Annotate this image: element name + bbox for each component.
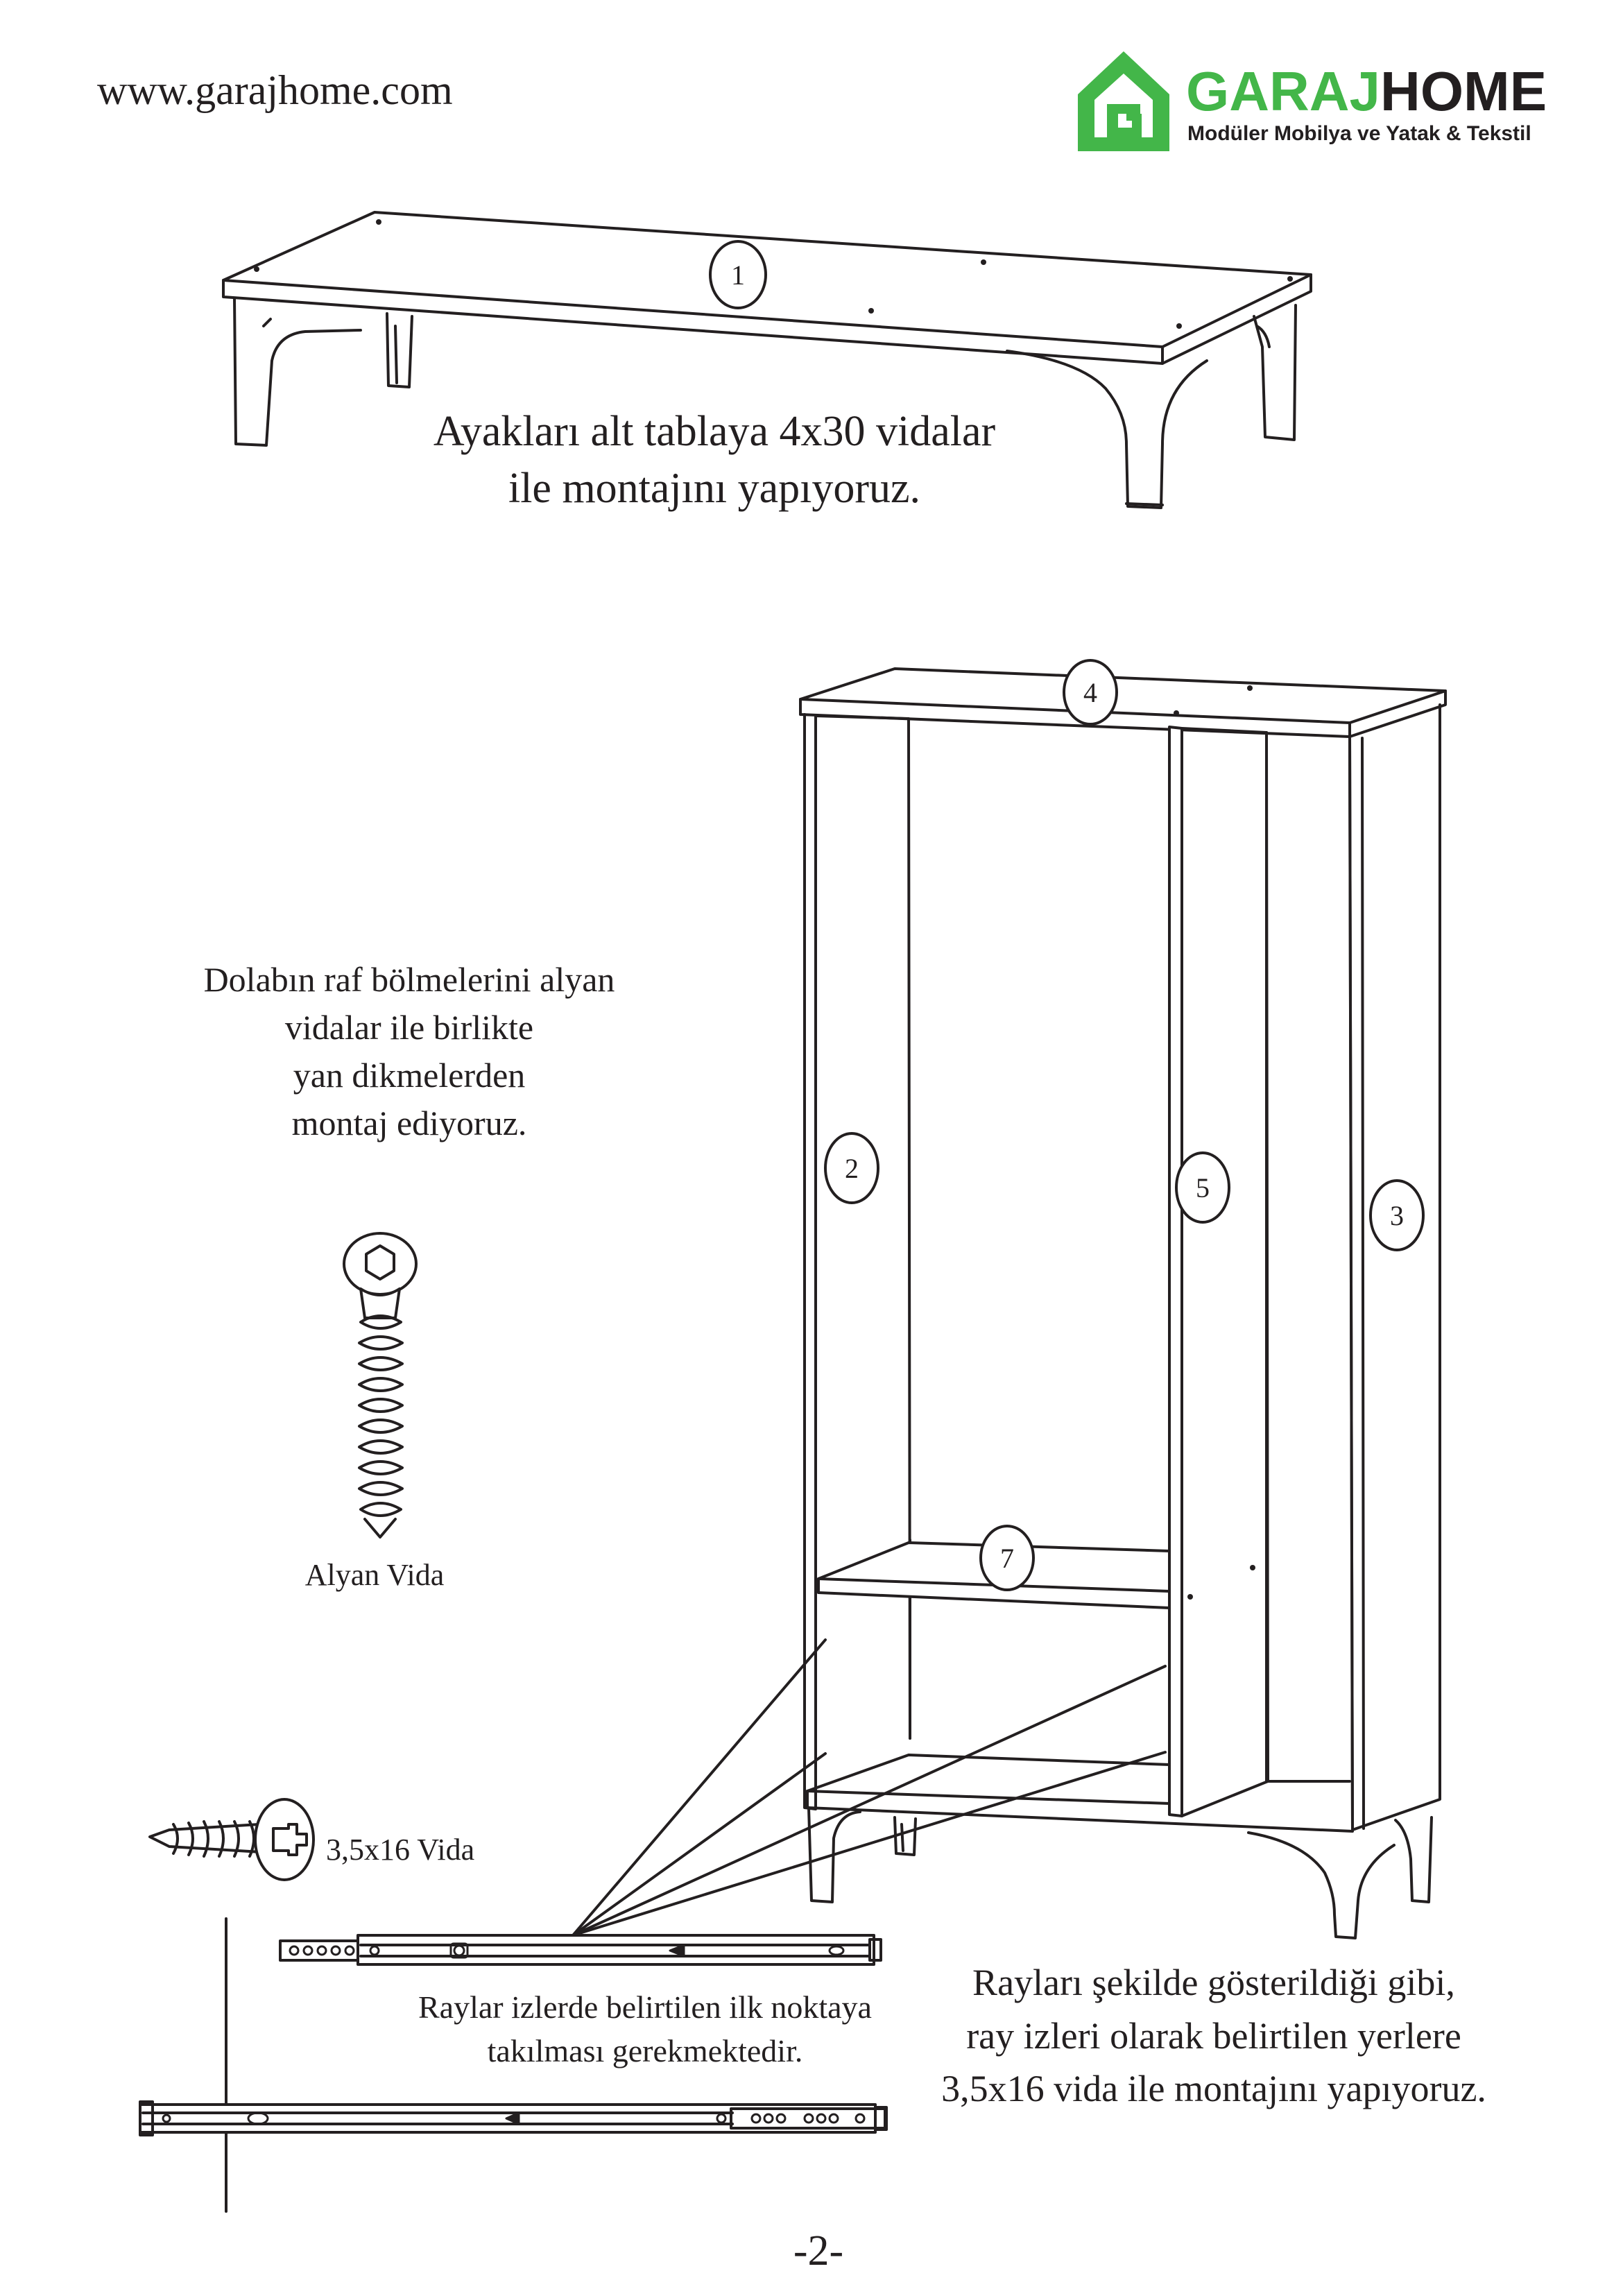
brand-home: HOME	[1380, 60, 1547, 122]
rails-instruction-line3: 3,5x16 vida ile montajını yapıyoruz.	[941, 2068, 1486, 2110]
rails-note-line2: takılması gerekmektedir.	[487, 2033, 803, 2069]
alyan-screw-drawing	[344, 1233, 416, 1537]
legs-instruction	[305, 404, 1124, 517]
wood-screw-drawing	[150, 1799, 314, 1880]
part-3-label: 3	[1390, 1200, 1404, 1231]
rails-instruction-line1: Rayları şekilde gösterildiği gibi,	[972, 1962, 1455, 2003]
alyan-screw-caption: Alyan Vida	[304, 1558, 445, 1592]
page-number: -2-	[793, 2227, 844, 2274]
website-url[interactable]: www.garajhome.com	[97, 67, 453, 113]
wood-screw-caption: 3,5x16 Vida	[326, 1833, 475, 1867]
legs-instruction-line2: ile montajını yapıyoruz.	[508, 464, 921, 512]
rails-note-line1: Raylar izlerde belirtilen ilk noktaya	[418, 1989, 872, 2025]
legs-instruction-line1: Ayakları alt tablaya 4x30 vidalar	[433, 408, 996, 455]
shelf-instruction-line1: Dolabın raf bölmelerini alyan	[203, 960, 615, 999]
shelf-instruction-line4: montaj ediyoruz.	[291, 1104, 527, 1142]
brand-tagline: Modüler Mobilya ve Yatak & Tekstil	[1187, 122, 1531, 145]
shelf-instruction-line3: yan dikmelerden	[293, 1056, 526, 1095]
shelf-instruction	[139, 956, 680, 1147]
part-2-label: 2	[845, 1153, 859, 1184]
rails-instruction	[874, 1956, 1554, 2116]
part-5-label: 5	[1196, 1172, 1210, 1203]
part-1-label: 1	[731, 259, 745, 291]
rails-instruction-line2: ray izleri olarak belirtilen yerlere	[966, 2014, 1461, 2057]
cabinet-drawing	[573, 660, 1445, 1938]
part-4-label: 4	[1083, 677, 1097, 708]
part-7-label: 7	[1000, 1543, 1014, 1574]
shelf-instruction-line2: vidalar ile birlikte	[284, 1008, 534, 1047]
brand-garaj: GARAJ	[1186, 60, 1381, 122]
